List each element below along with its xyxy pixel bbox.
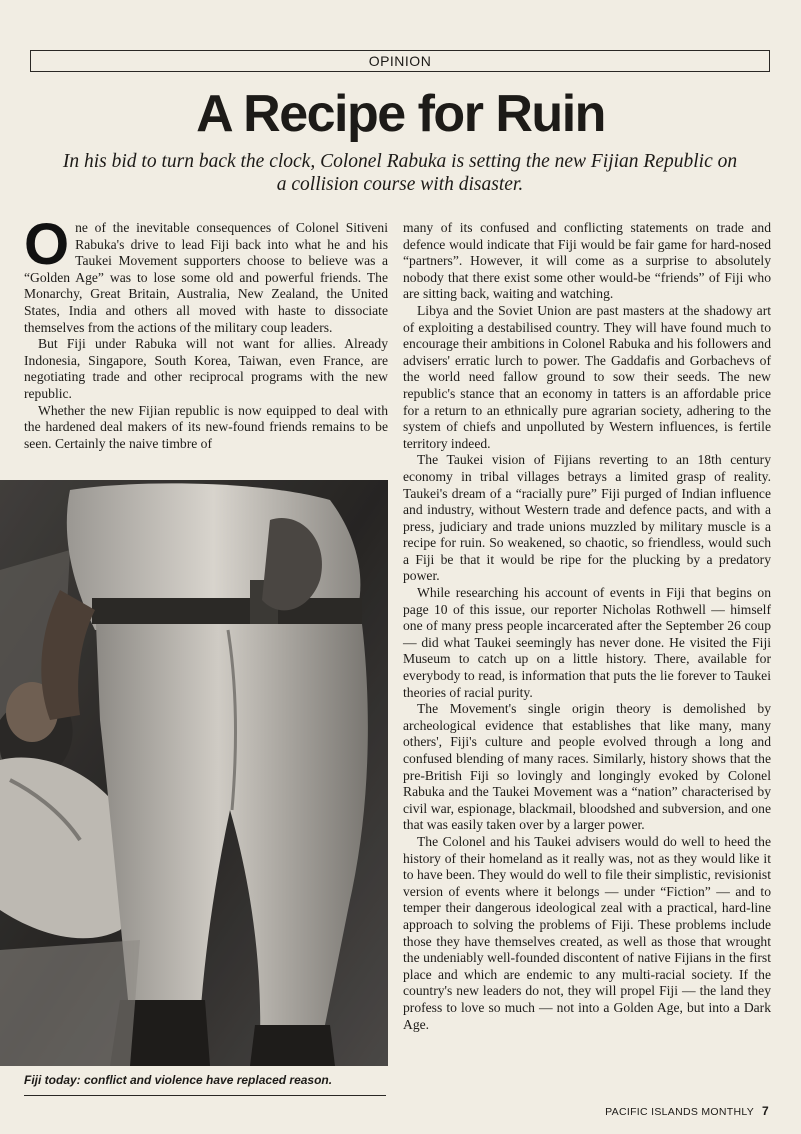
paragraph: Libya and the Soviet Union are past masters at the shadowy art of exploiting a destabilised country. They will have found much to encourage their ambitions in Colonel Rabuka and his followers and advisers' erratic lurch to power. The Gaddafis and Gorbachevs of the world need fallow ground to sow their seeds. The new republic's stance that an economy in tatters is an affordable price for a return to an ethnically pure agrarian society, adhering to the system of chiefs and unpolluted by Western influences, is fertile territory indeed.	[403, 302, 771, 451]
page-number: 7	[762, 1104, 769, 1118]
photo-illustration	[0, 480, 388, 1066]
paragraph-text: ne of the inevitable consequences of Colonel Sitiveni Rabuka's drive to lead Fiji back into what he and his Taukei Movement supporters choose to believe was a “Golden Age” was to lose some old and powerful friends. The Monarchy, Great Britain, Australia, New Zealand, the United States, India and others all moved with haste to dissociate themselves from the actions of the military coup leaders.	[24, 220, 388, 335]
headline: A Recipe for Ruin	[196, 85, 605, 143]
news-photo	[0, 480, 388, 1066]
drop-cap: O	[24, 212, 70, 277]
paragraph: The Colonel and his Taukei advisers would do well to heed the history of their homeland as it really was, not as they would like it to have been. They would do well to file their simplistic, revisionist version of events where it belongs — under “Fiction” — and to temper their dangerous ideological zeal with a practical, hard-line approach to solving the problems of Fiji. These problems include those they have themselves created, as well as those that wrought the undeniably well-founded discontent of native Fijians in the first place and which are endemic to any multi-racial society. If the country's new leaders do not, they will propel Fiji — the land they profess to love so much — not into a Golden Age, but into a Dark Age.	[403, 833, 771, 1032]
page-footer	[605, 1104, 769, 1118]
standfirst: In his bid to turn back the clock, Colonel Rabuka is setting the new Fijian Republic on a collision course with disaster.	[62, 151, 738, 195]
article-column-right	[403, 220, 771, 1033]
photo-caption: Fiji today: conflict and violence have replaced reason.	[24, 1073, 333, 1087]
article-column-left	[24, 212, 388, 452]
paragraph: The Taukei vision of Fijians reverting to an 18th century economy in tribal villages betrays a limited grasp of reality. Taukei's dream of a “racially pure” Fiji purged of Indian influence and industry, without Western trade and defence pacts, and with a press, judiciary and trade unions muzzled by military muscle is a recipe for ruin. So weakened, so chaotic, so friendless, would such a Fiji be that it would be ripe for the plucking by a predatory power.	[403, 452, 771, 584]
paragraph: But Fiji under Rabuka will not want for allies. Already Indonesia, Singapore, South Korea, Taiwan, even France, are negotiating trade and other reciprocal programs with the new republic.	[24, 336, 388, 401]
paragraph	[24, 212, 388, 336]
publication-name: PACIFIC ISLANDS MONTHLY	[605, 1106, 755, 1118]
paragraph: Whether the new Fijian republic is now equipped to deal with the hardened deal makers of its new-found friends remains to be seen. Certainly the naive timbre of	[24, 402, 388, 451]
paragraph: many of its confused and conflicting statements on trade and defence would indicate that Fiji would be fair game for hard-nosed “partners”. However, it will come as a surprise to absolutely nobody that there exist some other would-be “friends” of Fiji who are sitting back, waiting and watching.	[403, 220, 771, 302]
section-label: OPINION	[30, 50, 770, 72]
paragraph: While researching his account of events in Fiji that begins on page 10 of this issue, our reporter Nicholas Rothwell — himself one of many press people incarcerated after the September 26 coup — did what Taukei seemingly has never done. He visited the Fiji Museum to catch up on a little history. There, available for everybody to read, is information that puts the lie forever to Taukei theories of racial purity.	[403, 585, 771, 700]
paragraph: The Movement's single origin theory is demolished by archeological evidence that establishes that like many, many others', Fiji's culture and people evolved through a long and confused blending of many races. Similarly, history shows that the pre-British Fiji so lovingly and longingly evoked by Colonel Rabuka and the Taukei Movement was a “nation” characterised by civil war, espionage, blackmail, bloodshed and subversion, and one that was easily taken over by a larger power.	[403, 701, 771, 833]
caption-divider	[24, 1095, 386, 1096]
